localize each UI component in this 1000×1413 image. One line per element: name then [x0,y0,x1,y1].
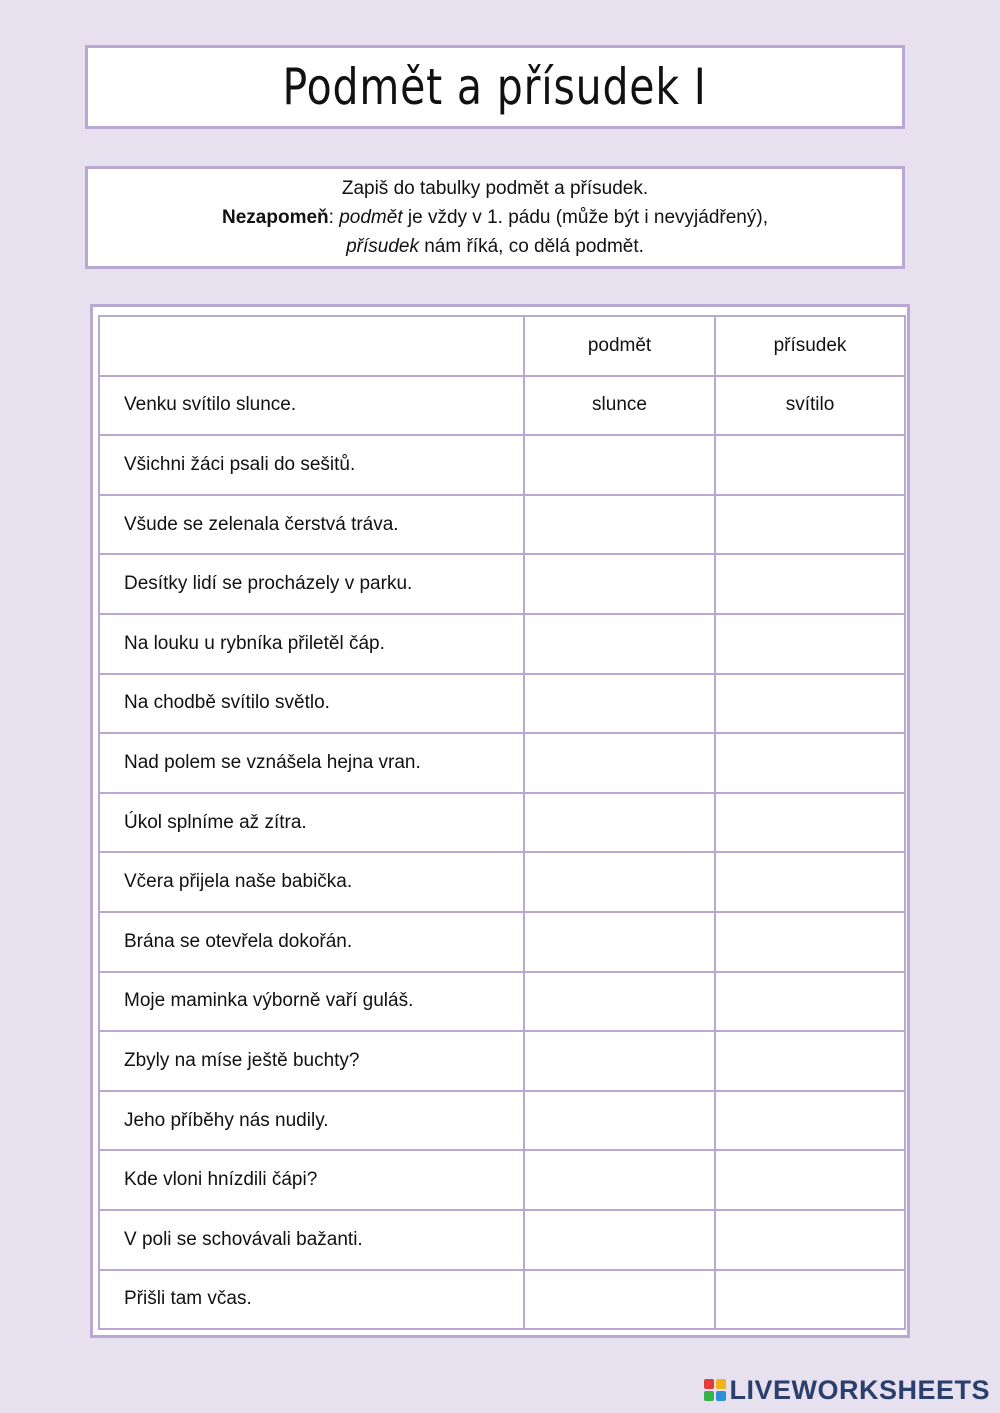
prisudek-answer-cell[interactable] [715,793,905,853]
prisudek-answer-cell[interactable] [715,1270,905,1330]
podmet-answer-cell[interactable] [524,495,715,555]
exercise-table [98,315,906,1330]
sentence-cell: Kde vloni hnízdili čápi? [99,1150,524,1210]
podmet-answer-cell[interactable] [524,852,715,912]
instruction-line-1: Zapiš do tabulky podmět a přísudek. [341,178,649,199]
table-row [99,1091,905,1151]
sentence-cell: V poli se schovávali bažanti. [99,1210,524,1270]
instruction-line-3: přísudek nám říká, co dělá podmět. [346,236,644,257]
header-prisudek: přísudek [715,316,905,376]
podmet-answer-cell[interactable] [524,1210,715,1270]
table-row [99,376,905,436]
table-row [99,674,905,734]
prisudek-answer-cell[interactable] [715,674,905,734]
prisudek-answer-cell[interactable] [715,1091,905,1151]
table-row [99,972,905,1032]
liveworksheets-brand [704,1375,990,1405]
table-row [99,554,905,614]
sentence-cell: Jeho příběhy nás nudily. [99,1091,524,1151]
instruction-bold-word: Nezapomeň [222,207,329,228]
logo-square-red [704,1379,714,1389]
podmet-answer-cell[interactable] [524,1270,715,1330]
table-row [99,793,905,853]
sentence-cell: Desítky lidí se procházely v parku. [99,554,524,614]
logo-square-green [704,1391,714,1401]
instruction-italic-podmet: podmět [339,207,403,228]
sentence-cell: Včera přijela naše babička. [99,852,524,912]
podmet-answer-cell[interactable] [524,733,715,793]
instruction-italic-prisudek: přísudek [346,236,419,257]
prisudek-answer-cell[interactable] [715,1150,905,1210]
prisudek-answer-cell[interactable] [715,554,905,614]
prisudek-answer-cell[interactable] [715,435,905,495]
instructions-box [85,166,905,269]
sentence-cell: Úkol splníme až zítra. [99,793,524,853]
table-row [99,495,905,555]
table-header-row [99,316,905,376]
prisudek-answer-cell[interactable] [715,972,905,1032]
prisudek-answer-cell[interactable] [715,614,905,674]
podmet-answer-cell[interactable] [524,674,715,734]
sentence-cell: Přišli tam včas. [99,1270,524,1330]
sentence-cell: Všude se zelenala čerstvá tráva. [99,495,524,555]
sentence-cell: Brána se otevřela dokořán. [99,912,524,972]
sentence-cell: Nad polem se vznášela hejna vran. [99,733,524,793]
sentence-cell: Venku svítilo slunce. [99,376,524,436]
prisudek-answer-cell[interactable] [715,1031,905,1091]
podmet-answer-cell[interactable] [524,1031,715,1091]
exercise-table-frame [90,304,910,1338]
table-row [99,435,905,495]
table-row [99,1031,905,1091]
podmet-answer-cell[interactable] [524,972,715,1032]
podmet-answer-cell[interactable] [524,435,715,495]
table-row [99,912,905,972]
podmet-answer-cell[interactable] [524,793,715,853]
table-row [99,1210,905,1270]
prisudek-answer-cell[interactable]: svítilo [715,376,905,436]
liveworksheets-logo-icon [704,1379,726,1401]
prisudek-answer-cell[interactable] [715,1210,905,1270]
table-row [99,614,905,674]
prisudek-answer-cell[interactable] [715,733,905,793]
header-podmet: podmět [524,316,715,376]
table-row [99,1270,905,1330]
brand-name: LIVEWORKSHEETS [729,1374,990,1405]
podmet-answer-cell[interactable]: slunce [524,376,715,436]
prisudek-answer-cell[interactable] [715,495,905,555]
podmet-answer-cell[interactable] [524,1150,715,1210]
instruction-line-2: Nezapomeň: podmět je vždy v 1. pádu (může být i nevyjádřený), [222,207,768,228]
table-row [99,1150,905,1210]
sentence-cell: Na chodbě svítilo světlo. [99,674,524,734]
table-row [99,733,905,793]
podmet-answer-cell[interactable] [524,614,715,674]
page-title: Podmět a přísudek I [282,58,708,116]
podmet-answer-cell[interactable] [524,1091,715,1151]
podmet-answer-cell[interactable] [524,912,715,972]
table-row [99,852,905,912]
prisudek-answer-cell[interactable] [715,852,905,912]
sentence-cell: Zbyly na míse ještě buchty? [99,1031,524,1091]
sentence-cell: Všichni žáci psali do sešitů. [99,435,524,495]
logo-square-yellow [716,1379,726,1389]
podmet-answer-cell[interactable] [524,554,715,614]
sentence-cell: Moje maminka výborně vaří guláš. [99,972,524,1032]
sentence-cell: Na louku u rybníka přiletěl čáp. [99,614,524,674]
header-sentence [99,316,524,376]
logo-square-blue [716,1391,726,1401]
title-box [85,45,905,129]
prisudek-answer-cell[interactable] [715,912,905,972]
